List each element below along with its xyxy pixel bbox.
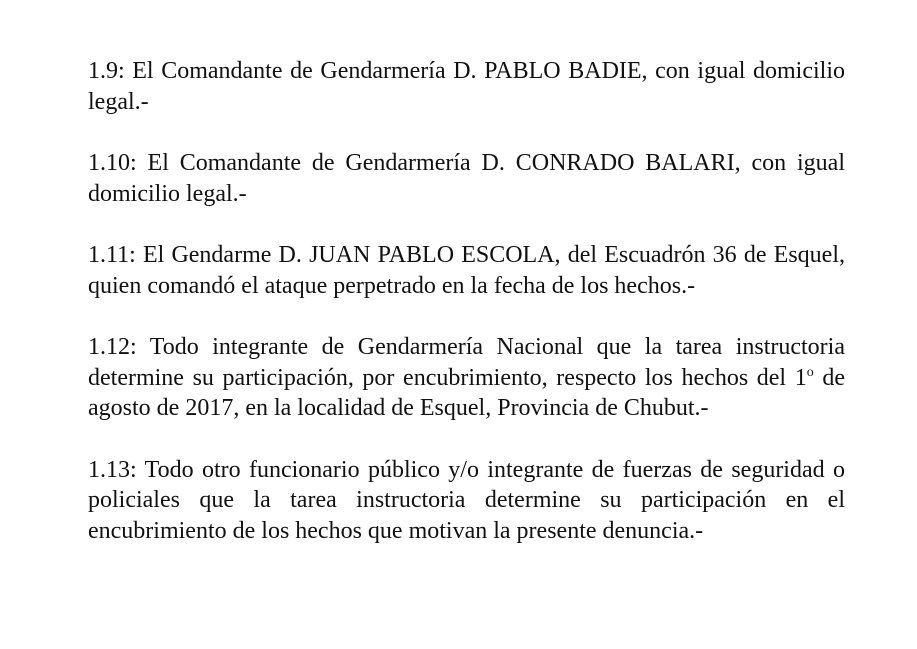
- document-page: [88, 56, 845, 577]
- paragraph-1-13: 1.13: Todo otro funcionario público y/o integrante de fuerzas de seguridad o policiales que la tarea instructoria determine su participación en el encubrimiento de los hechos que motivan la presente denuncia.-: [88, 456, 845, 544]
- ordinal-superscript: o: [806, 364, 814, 380]
- paragraph-1-10: 1.10: El Comandante de Gendarmería D. CONRADO BALARI, con igual domicilio legal.-: [88, 150, 845, 207]
- paragraph-1-12-text-before: 1.12: Todo integrante de Gendarmería Nacional que la tarea instructoria determine su participación, por encubrimiento, respecto los hechos del 1: [88, 334, 845, 391]
- paragraph-1-12: [88, 332, 845, 424]
- paragraph-1-12-text-after: de agosto de 2017, en la localidad de Esquel, Provincia de Chubut.-: [88, 364, 846, 421]
- paragraph-1-9: 1.9: El Comandante de Gendarmería D. PABLO BADIE, con igual domicilio legal.-: [88, 58, 845, 115]
- paragraph-1-11: 1.11: El Gendarme D. JUAN PABLO ESCOLA, del Escuadrón 36 de Esquel, quien comandó el ataque perpetrado en la fecha de los hechos.-: [88, 242, 845, 299]
